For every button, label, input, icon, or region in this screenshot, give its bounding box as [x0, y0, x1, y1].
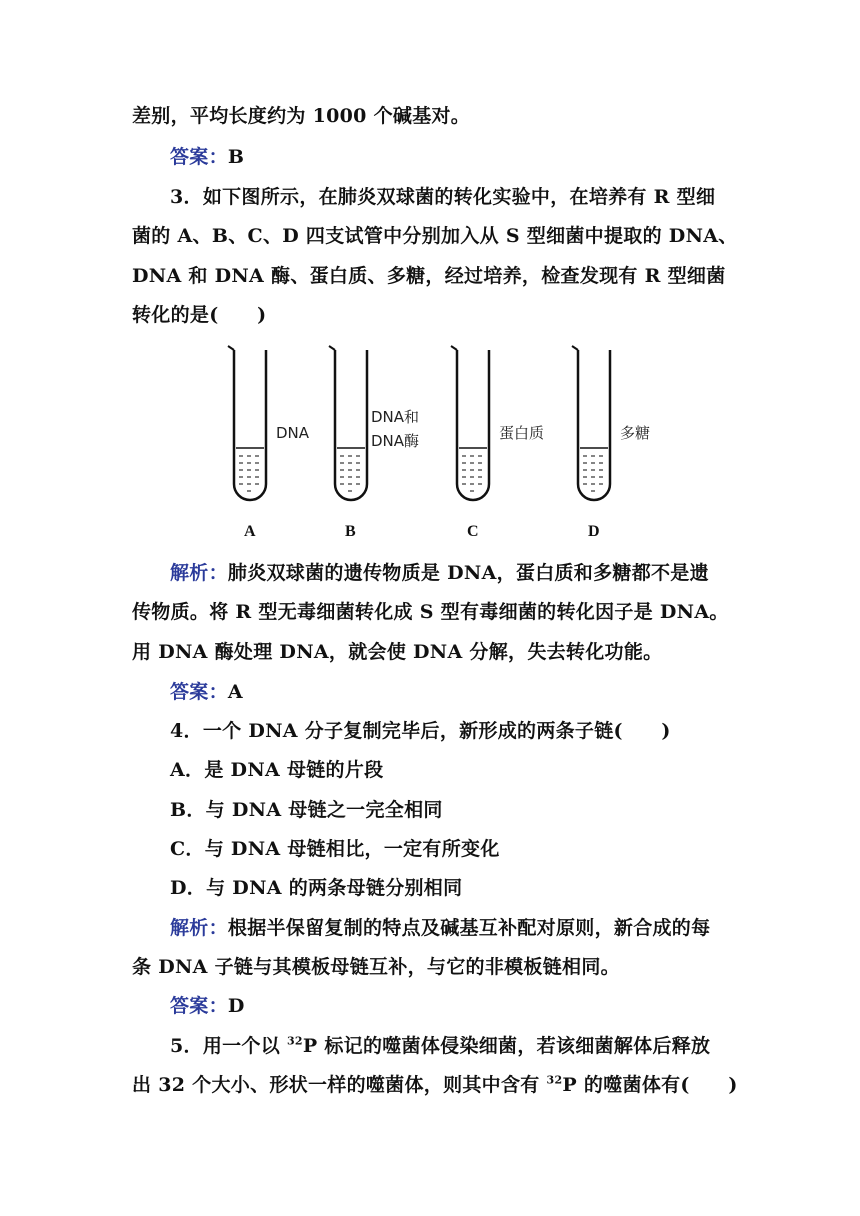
text: 菌的 A、B、C、D 四支试管中分别加入从 S 型细菌中提取的 DNA、 [132, 225, 738, 247]
test-tube-c [451, 346, 544, 540]
option-b [170, 798, 770, 822]
explanation-4-line-2 [132, 955, 732, 979]
test-tube-d [572, 346, 650, 540]
test-tube-b [329, 346, 419, 540]
explanation-3-line-1 [170, 561, 770, 585]
tube-label: DNA [276, 424, 310, 442]
superscript: 32 [286, 1034, 303, 1048]
text: A．是 DNA 母链的片段 [170, 759, 384, 781]
text: 出 32 个大小、形状一样的噬菌体，则其中含有 [132, 1074, 547, 1096]
text: 条 DNA 子链与其模板母链互补，与它的非模板链相同。 [132, 956, 620, 978]
text: 用 DNA 酶处理 DNA，就会使 DNA 分解，失去转化功能。 [132, 641, 663, 663]
explanation-label: 解析： [170, 562, 228, 584]
text: 根据半保留复制的特点及碱基互补配对原则，新合成的每 [227, 917, 711, 939]
tube-letter: D [588, 523, 600, 540]
option-a [170, 758, 770, 782]
superscript: 32 [546, 1073, 563, 1087]
text: 肺炎双球菌的遗传物质是 DNA，蛋白质和多糖都不是遗 [227, 562, 709, 584]
answer-value: B [227, 146, 245, 168]
option-d [170, 876, 770, 900]
test-tube-a [228, 346, 310, 540]
explanation-4-line-1 [170, 916, 770, 940]
text: 5．用一个以 [170, 1035, 287, 1057]
text: 3．如下图所示，在肺炎双球菌的转化实验中，在培养有 R 型细 [170, 186, 716, 208]
answer-label: 答案： [170, 995, 228, 1017]
tube-letter: C [467, 523, 479, 540]
tube-label: DNA和 [371, 408, 420, 426]
text: 转化的是( ) [132, 304, 267, 326]
tube-label: 多糖 [620, 424, 651, 442]
explanation-3-line-2 [132, 600, 732, 624]
tube-label: DNA酶 [371, 432, 420, 450]
tube-letter: A [244, 523, 256, 540]
text: B．与 DNA 母链之一完全相同 [170, 799, 443, 821]
text-line [132, 104, 732, 128]
text: P 标记的噬菌体侵染细菌，若该细菌解体后释放 [302, 1035, 711, 1057]
question-3-line-1 [170, 185, 770, 209]
text: D．与 DNA 的两条母链分别相同 [170, 877, 463, 899]
answer-value: D [227, 995, 245, 1017]
text: C．与 DNA 母链相比，一定有所变化 [170, 838, 500, 860]
tube-letter: B [345, 523, 356, 540]
answer-line [170, 680, 770, 704]
question-5-line-1 [170, 1034, 770, 1058]
test-tubes-figure [220, 338, 680, 548]
question-3-line-3 [132, 264, 732, 288]
text: 差别，平均长度约为 1000 个碱基对。 [132, 105, 471, 127]
question-4-stem [170, 719, 770, 743]
explanation-label: 解析： [170, 917, 228, 939]
question-5-line-2 [132, 1073, 738, 1097]
answer-label: 答案： [170, 681, 228, 703]
answer-value: A [227, 681, 243, 703]
question-3-line-2 [132, 224, 738, 248]
answer-line [170, 145, 770, 169]
option-c [170, 837, 770, 861]
question-3-line-4 [132, 303, 732, 327]
text: 传物质。将 R 型无毒细菌转化成 S 型有毒细菌的转化因子是 DNA。 [132, 601, 729, 623]
explanation-3-line-3 [132, 640, 732, 664]
answer-label: 答案： [170, 146, 228, 168]
answer-line [170, 994, 770, 1018]
text: 4．一个 DNA 分子复制完毕后，新形成的两条子链( ) [170, 720, 671, 742]
text: P 的噬菌体有( ) [562, 1074, 738, 1096]
tube-label: 蛋白质 [499, 424, 545, 442]
text: DNA 和 DNA 酶、蛋白质、多糖，经过培养，检查发现有 R 型细菌 [132, 265, 726, 287]
